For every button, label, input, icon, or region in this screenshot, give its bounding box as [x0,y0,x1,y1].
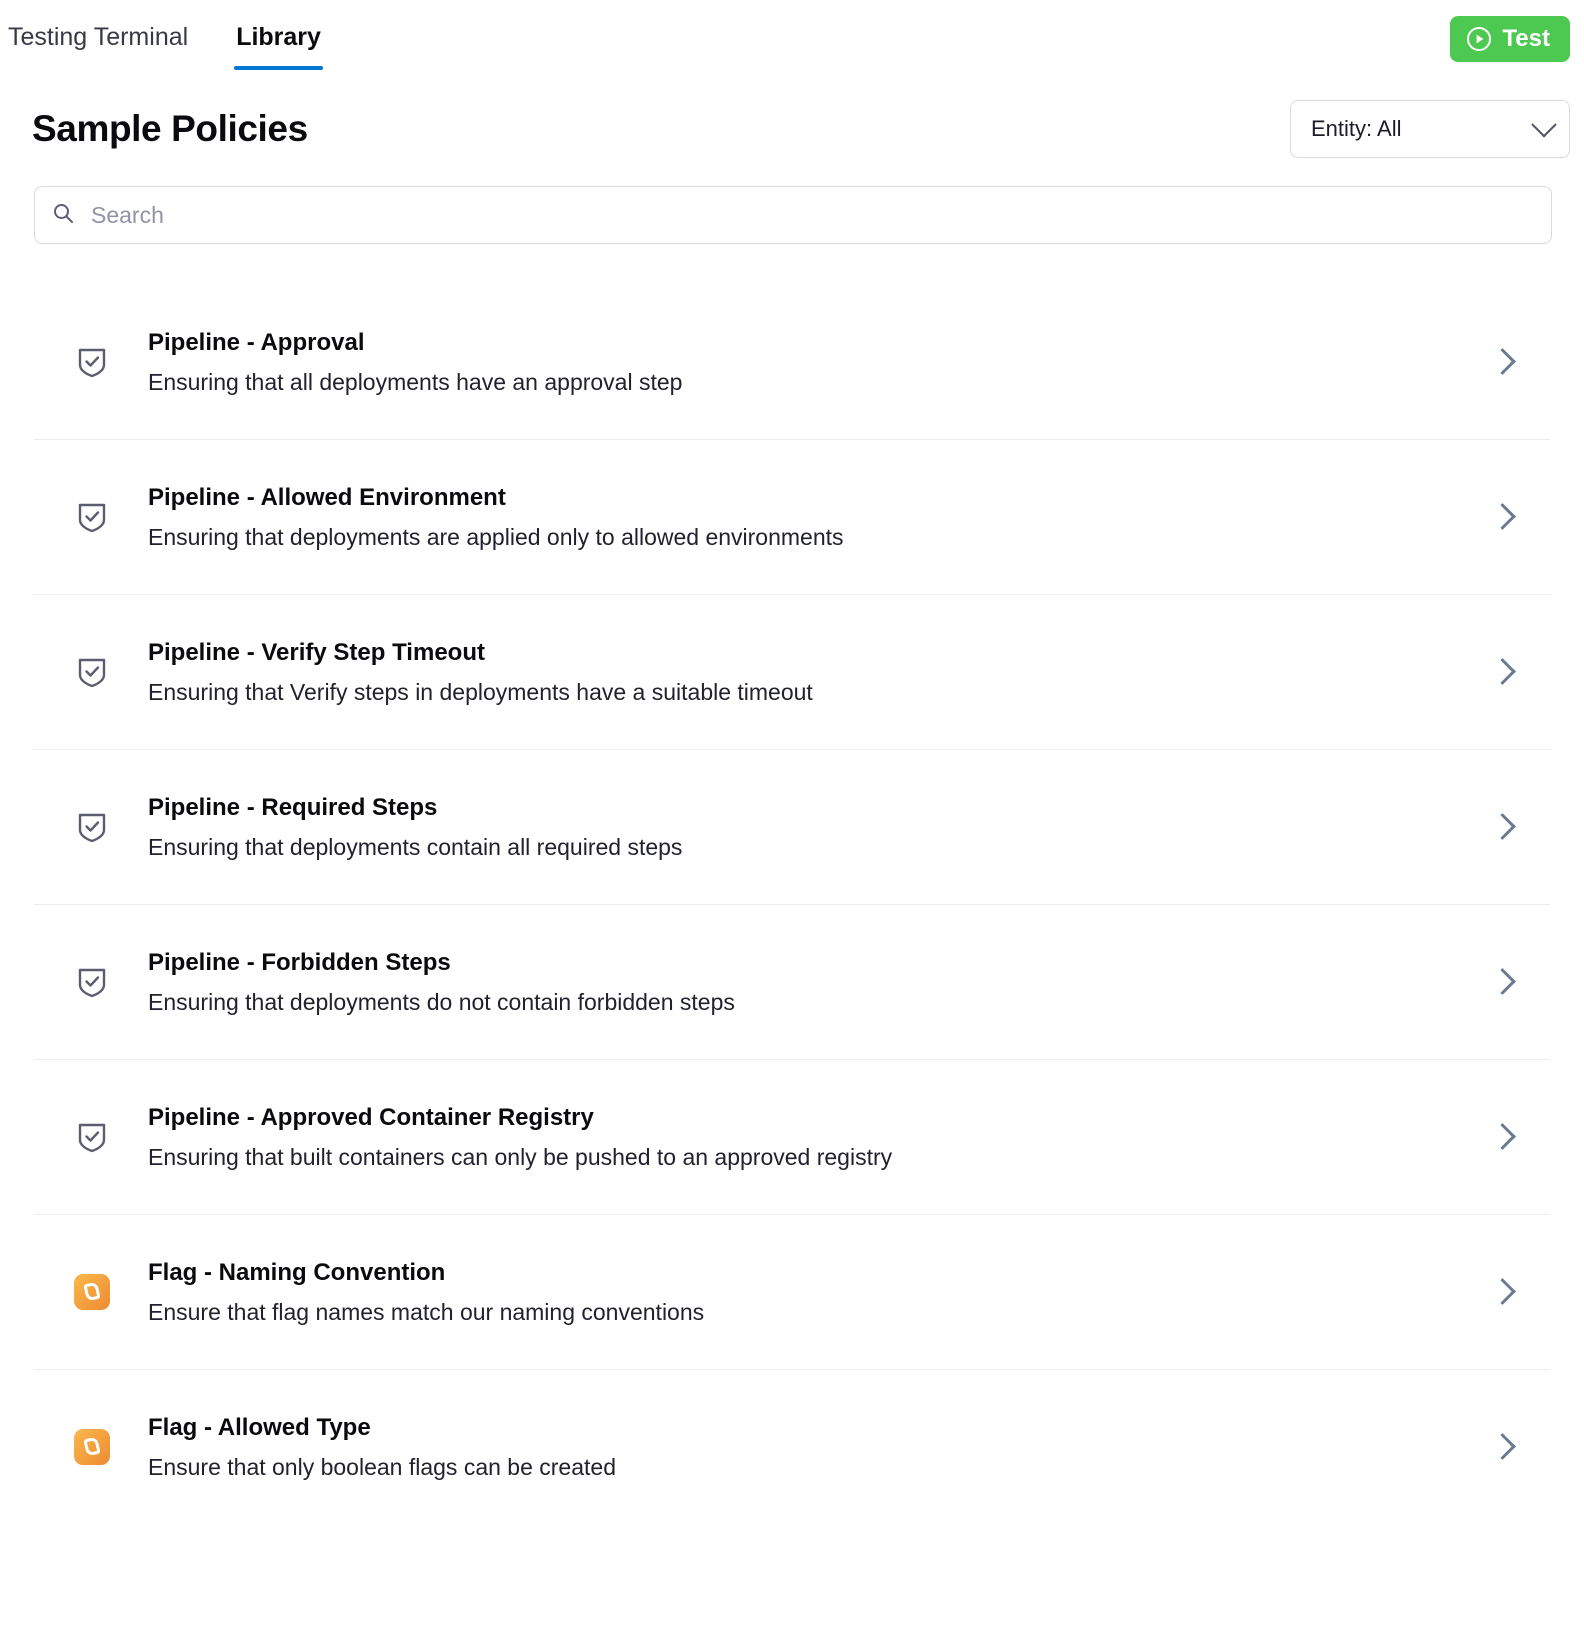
chevron-down-icon [1531,112,1556,137]
page-header [0,78,1584,158]
list-item[interactable] [34,1059,1550,1214]
search-icon [51,201,89,230]
entity-filter-dropdown[interactable] [1290,100,1570,158]
play-circle-icon [1466,26,1492,52]
list-item-text [148,1258,1482,1326]
chevron-right-icon[interactable] [1482,962,1522,1002]
list-item[interactable] [34,1369,1550,1524]
entity-filter-label: Entity: All [1311,116,1402,141]
chevron-right-icon[interactable] [1482,1427,1522,1467]
shield-check-icon [70,495,114,539]
list-item-description: Ensuring that deployments are applied only to allowed environments [148,523,844,550]
chevron-right-icon[interactable] [1482,1117,1522,1157]
list-item[interactable] [34,439,1550,594]
test-button[interactable] [1450,16,1570,62]
test-button-label: Test [1502,25,1550,52]
chevron-right-icon[interactable] [1482,807,1522,847]
list-item-description: Ensuring that built containers can only be pushed to an approved registry [148,1143,893,1170]
list-item-text [148,483,1482,551]
list-item-text [148,1103,1482,1171]
list-item[interactable] [34,284,1550,439]
chevron-right-icon[interactable] [1482,342,1522,382]
list-item-title: Pipeline - Forbidden Steps [148,948,451,976]
list-item-title: Pipeline - Allowed Environment [148,483,506,511]
tab-label: Testing Terminal [8,23,189,51]
search-input[interactable] [89,201,1535,230]
list-item-description: Ensuring that all deployments have an approval step [148,368,683,395]
page-title: Sample Policies [32,108,308,149]
list-item-description: Ensuring that deployments do not contain forbidden steps [148,988,735,1015]
tab-library[interactable] [234,18,323,70]
list-item-title: Pipeline - Approval [148,328,365,356]
list-item-text [148,793,1482,861]
list-item-text [148,638,1482,706]
list-item-text [148,328,1482,396]
list-item-description: Ensure that only boolean flags can be created [148,1453,616,1480]
list-item-text [148,948,1482,1016]
top-tab-bar [0,0,1584,78]
flag-icon [70,1425,114,1469]
chevron-right-icon[interactable] [1482,652,1522,692]
shield-check-icon [70,960,114,1004]
list-item-title: Flag - Allowed Type [148,1413,371,1441]
search-bar[interactable] [34,186,1552,244]
shield-check-icon [70,340,114,384]
list-item[interactable] [34,904,1550,1059]
list-item-title: Flag - Naming Convention [148,1258,446,1286]
list-item-title: Pipeline - Approved Container Registry [148,1103,594,1131]
list-item[interactable] [34,749,1550,904]
list-item-description: Ensure that flag names match our naming conventions [148,1298,705,1325]
list-item-title: Pipeline - Required Steps [148,793,438,821]
shield-check-icon [70,1115,114,1159]
policy-list [34,284,1550,1524]
chevron-right-icon[interactable] [1482,1272,1522,1312]
list-item-description: Ensuring that Verify steps in deployments have a suitable timeout [148,678,813,705]
flag-icon [70,1270,114,1314]
list-item[interactable] [34,594,1550,749]
chevron-right-icon[interactable] [1482,497,1522,537]
list-item-text [148,1413,1482,1481]
tab-list [0,18,323,70]
list-item[interactable] [34,1214,1550,1369]
shield-check-icon [70,650,114,694]
list-item-title: Pipeline - Verify Step Timeout [148,638,485,666]
tab-testing-terminal[interactable] [6,18,190,70]
shield-check-icon [70,805,114,849]
list-item-description: Ensuring that deployments contain all required steps [148,833,683,860]
tab-label: Library [236,23,321,51]
